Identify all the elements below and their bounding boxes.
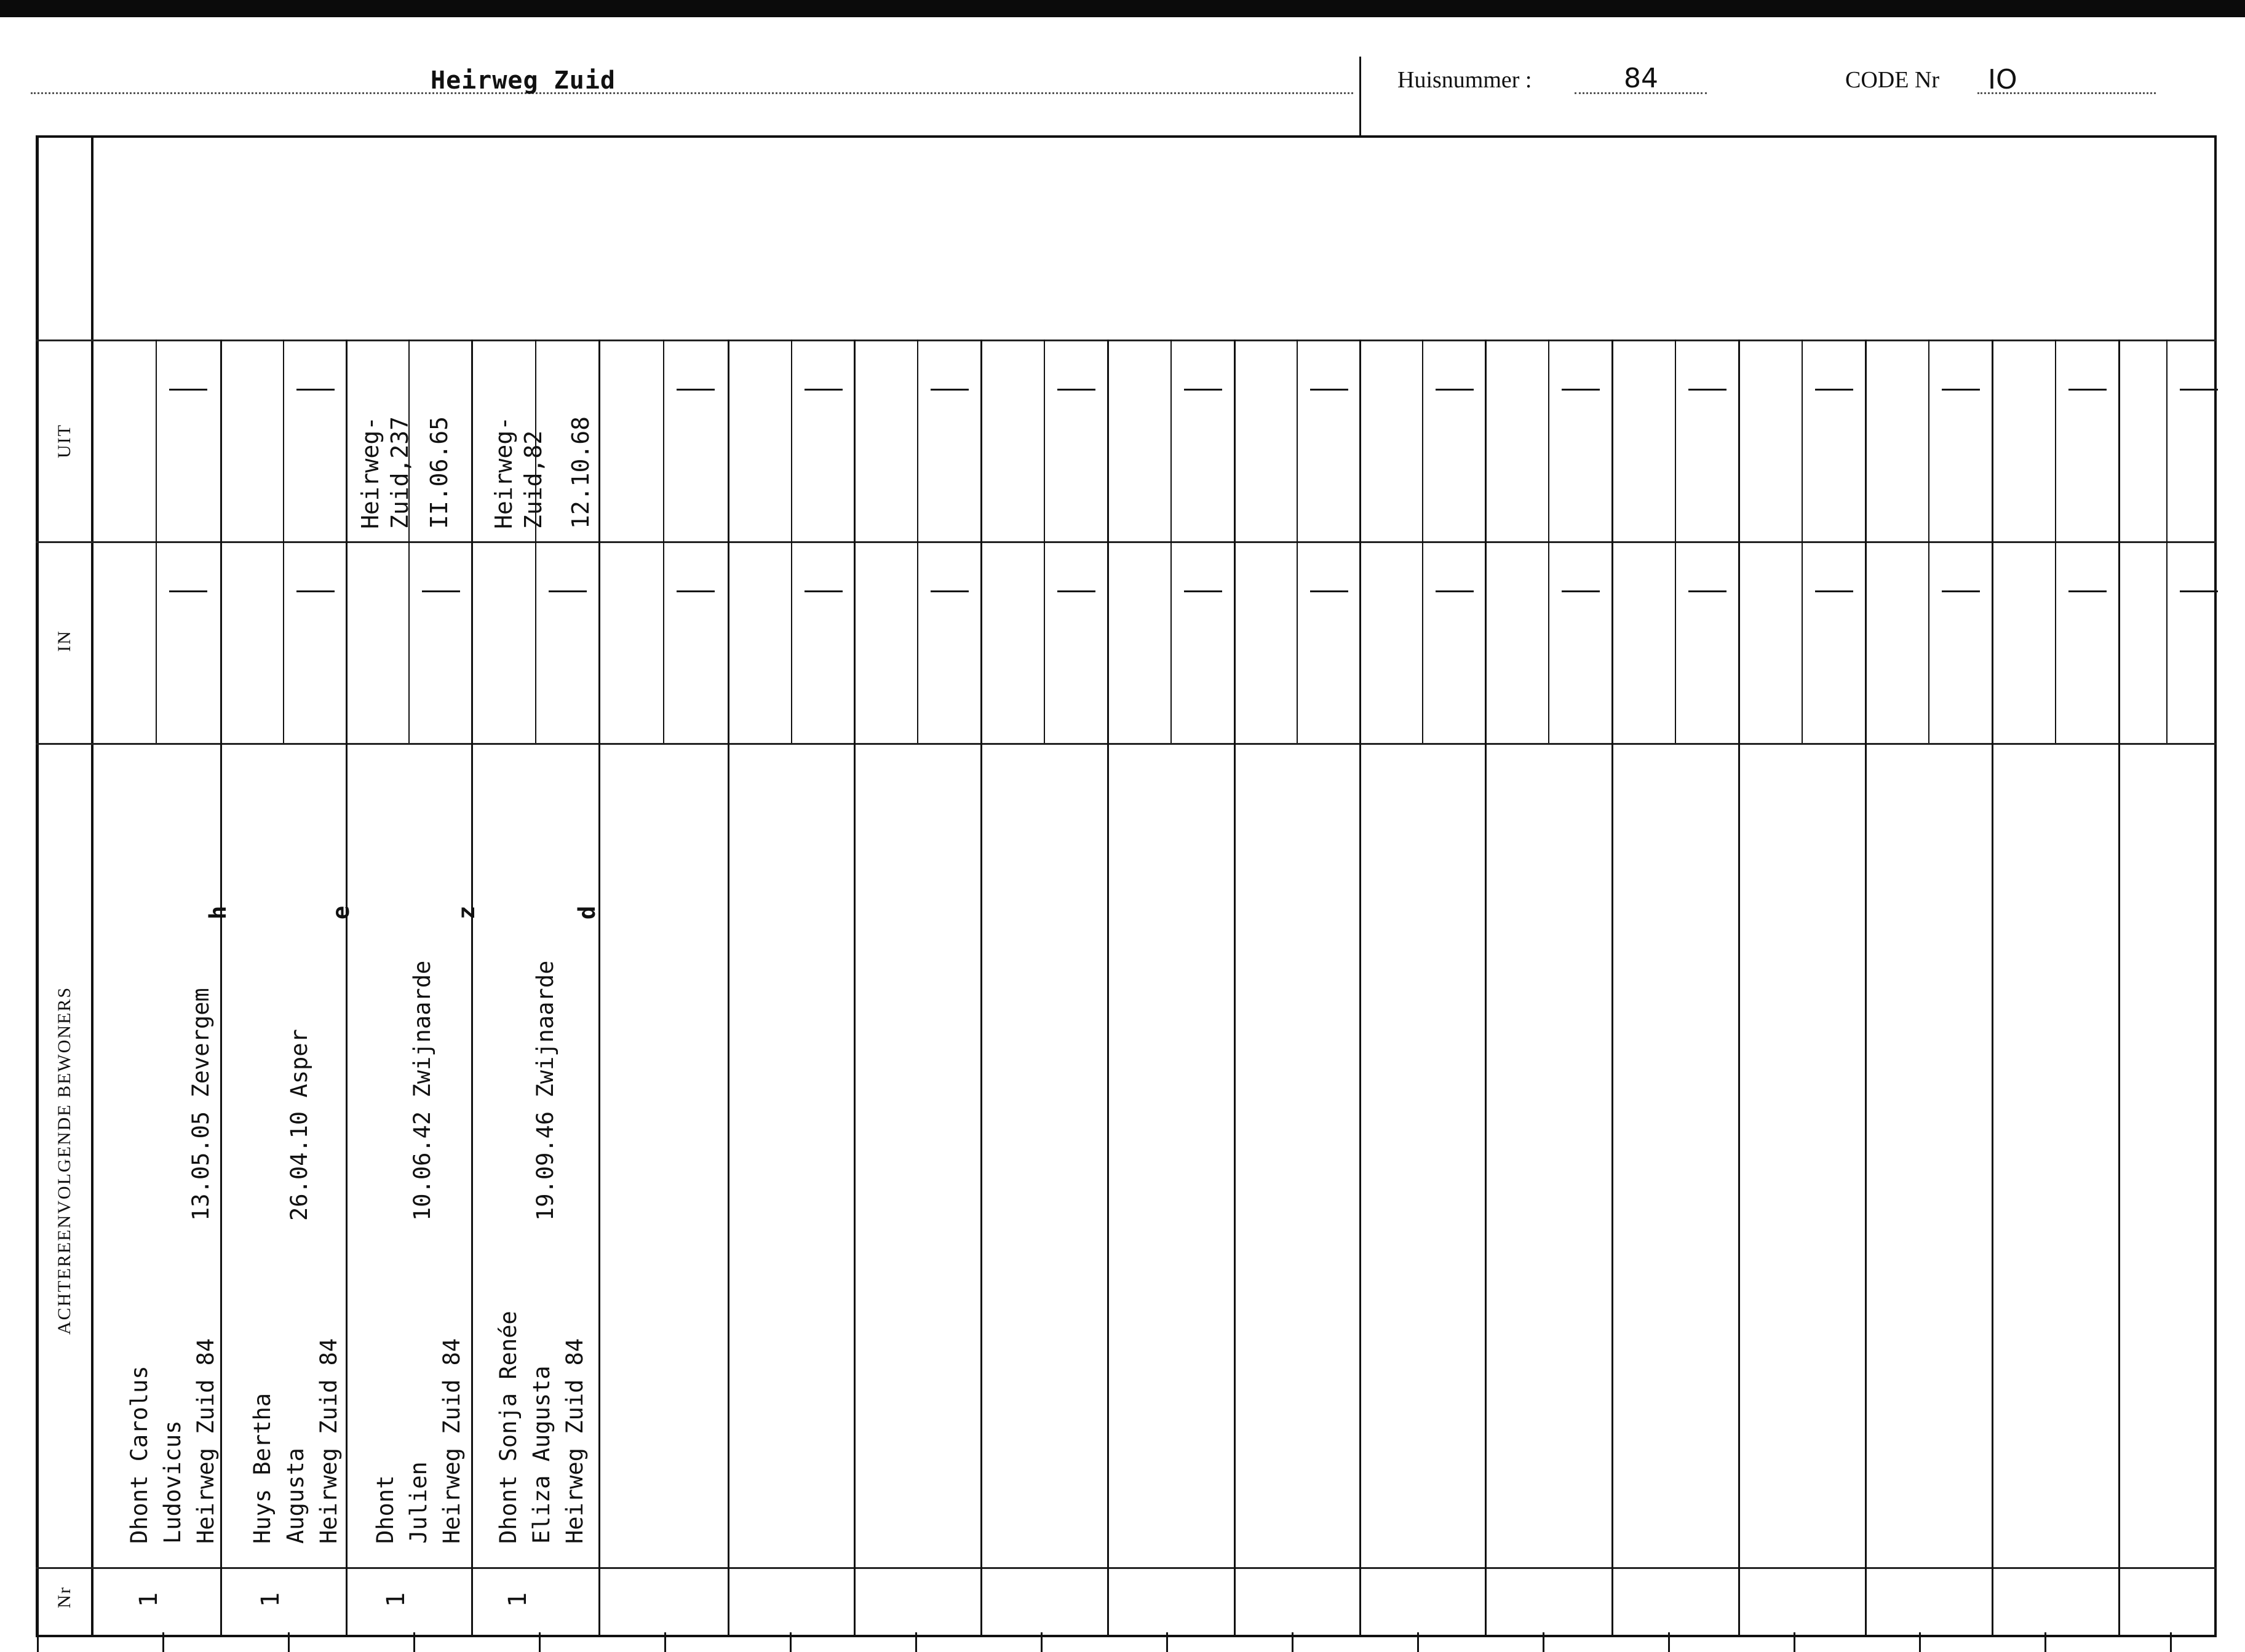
table-border-right	[2214, 135, 2217, 1637]
resident-2-line-3: Heirweg Zuid 84	[316, 1338, 342, 1544]
resident-4-nr: 1	[504, 1592, 533, 1608]
resident-3-line-3: Heirweg Zuid 84	[439, 1338, 465, 1544]
row-divider-uit-top	[36, 340, 2216, 341]
resident-4-line-3: Heirweg Zuid 84	[562, 1338, 588, 1544]
resident-1-nr: 1	[135, 1592, 164, 1608]
huisnummer-label: Huisnummer :	[1397, 67, 1532, 93]
huisnummer-value: 84	[1624, 63, 1658, 94]
sub-column-divider	[1675, 340, 1676, 541]
empty-entry-dash	[1815, 389, 1853, 391]
sub-column-divider	[1044, 541, 1045, 743]
bewoners-section-label: ACHTEREENVOLGENDE BEWONERS	[54, 986, 74, 1335]
empty-entry-dash	[805, 590, 843, 592]
uit-address-4-line-1: Heirweg-	[490, 416, 517, 529]
empty-entry-dash	[1057, 389, 1095, 391]
resident-1-line-1: Dhont Carolus	[126, 1365, 153, 1544]
code-value: IO	[1988, 64, 2017, 95]
empty-entry-dash	[1942, 590, 1980, 592]
bottom-tick-mark	[2044, 1632, 2046, 1652]
street-dotted-line	[31, 92, 1353, 94]
empty-entry-dash	[1562, 389, 1600, 391]
empty-entry-dash	[2068, 389, 2107, 391]
resident-1-letter: h	[205, 905, 231, 919]
empty-entry-dash	[1184, 590, 1222, 592]
empty-entry-dash	[677, 389, 715, 391]
sub-column-divider	[1802, 340, 1803, 541]
resident-block-4	[492, 1311, 592, 1544]
resident-2-letter: e	[328, 905, 354, 919]
empty-entry-dash	[169, 590, 207, 592]
uit-address-3	[356, 416, 415, 529]
bottom-tick-mark	[664, 1632, 666, 1652]
column-divider	[1992, 340, 1993, 1636]
empty-entry-dash	[2068, 590, 2107, 592]
bottom-tick-mark	[1543, 1632, 1544, 1652]
sub-column-divider	[283, 541, 284, 743]
sub-column-divider	[535, 541, 536, 743]
bottom-tick-mark	[915, 1632, 917, 1652]
empty-entry-dash	[1436, 389, 1474, 391]
sub-column-divider	[2055, 340, 2056, 541]
sub-column-divider	[1802, 541, 1803, 743]
row-divider-bewoners-top	[36, 743, 2216, 745]
resident-block-2	[246, 1338, 346, 1544]
sub-column-divider	[1170, 340, 1172, 541]
resident-3-birth: 10.06.42 Zwijnaarde	[409, 960, 435, 1221]
empty-entry-dash	[1688, 389, 1726, 391]
empty-entry-dash	[931, 590, 969, 592]
sub-column-divider	[1675, 541, 1676, 743]
empty-entry-dash	[805, 389, 843, 391]
bottom-tick-mark	[1668, 1632, 1670, 1652]
resident-4-letter: d	[574, 905, 600, 919]
column-divider	[1107, 340, 1109, 1636]
empty-entry-dash	[1184, 389, 1222, 391]
column-divider	[1485, 340, 1487, 1636]
resident-1-line-3: Heirweg Zuid 84	[193, 1338, 219, 1544]
resident-4-line-1: Dhont Sonja Renée	[495, 1311, 522, 1544]
column-divider	[1865, 340, 1867, 1636]
sub-column-divider	[1928, 541, 1929, 743]
resident-3-line-1: Dhont	[372, 1475, 399, 1544]
empty-entry-dash	[1057, 590, 1095, 592]
street-name: Heirweg Zuid	[431, 66, 616, 95]
empty-entry-dash	[1688, 590, 1726, 592]
sub-column-divider	[1548, 541, 1549, 743]
resident-3-nr: 1	[382, 1592, 411, 1608]
table-border-left	[36, 135, 39, 1637]
column-divider	[728, 340, 729, 1636]
empty-entry-dash	[296, 389, 335, 391]
code-label: CODE Nr	[1845, 67, 1940, 93]
column-divider	[1611, 340, 1613, 1636]
uit-address-3-line-1: Heirweg-	[357, 416, 384, 529]
table-border-top	[36, 135, 2216, 138]
header-separator	[1359, 57, 1361, 137]
empty-entry-dash	[677, 590, 715, 592]
bottom-tick-mark	[37, 1632, 39, 1652]
sub-column-divider	[791, 340, 792, 541]
bottom-tick-mark	[539, 1632, 541, 1652]
column-divider	[1738, 340, 1740, 1636]
empty-entry-dash	[1310, 389, 1348, 391]
bottom-tick-mark	[1041, 1632, 1043, 1652]
sub-column-divider	[1928, 340, 1929, 541]
sub-column-divider	[663, 340, 664, 541]
bottom-tick-mark	[1417, 1632, 1419, 1652]
resident-block-3	[369, 1338, 469, 1544]
resident-2-line-2: Augusta	[282, 1448, 309, 1544]
sub-column-divider	[1422, 541, 1423, 743]
label-column-divider	[91, 135, 93, 1636]
sub-column-divider	[408, 541, 410, 743]
uit-date-4: 12.10.68	[567, 416, 594, 529]
resident-1-line-2: Ludovicus	[159, 1420, 186, 1544]
sub-column-divider	[156, 340, 157, 541]
column-divider	[598, 340, 600, 1636]
uit-address-4-line-2: Zuid,82	[520, 430, 547, 529]
empty-entry-dash	[169, 389, 207, 391]
resident-4-line-2: Eliza Augusta	[528, 1365, 555, 1544]
resident-3-line-2: Julien	[405, 1461, 432, 1544]
column-divider	[854, 340, 856, 1636]
resident-2-birth: 26.04.10 Asper	[286, 1029, 312, 1221]
empty-entry-dash	[1436, 590, 1474, 592]
sub-column-divider	[1170, 541, 1172, 743]
sub-column-divider	[156, 541, 157, 743]
resident-2-nr: 1	[256, 1592, 285, 1608]
empty-entry-dash	[1310, 590, 1348, 592]
sub-column-divider	[1297, 340, 1298, 541]
bottom-tick-mark	[1292, 1632, 1293, 1652]
in-section-label: IN	[54, 630, 74, 652]
bottom-tick-mark	[1919, 1632, 1921, 1652]
bottom-tick-mark	[162, 1632, 164, 1652]
sub-column-divider	[917, 340, 918, 541]
column-divider	[346, 340, 348, 1636]
resident-3-letter: z	[453, 905, 480, 919]
column-divider	[471, 340, 473, 1636]
empty-entry-dash	[2180, 389, 2218, 391]
sub-column-divider	[283, 340, 284, 541]
sub-column-divider	[1297, 541, 1298, 743]
sub-column-divider	[1548, 340, 1549, 541]
sub-column-divider	[2166, 340, 2168, 541]
sub-column-divider	[2055, 541, 2056, 743]
row-divider-in-top	[36, 541, 2216, 543]
bottom-tick-mark	[1166, 1632, 1168, 1652]
empty-entry-dash	[1562, 590, 1600, 592]
resident-1-birth: 13.05.05 Zevergem	[188, 988, 214, 1221]
resident-4-birth: 19.09.46 Zwijnaarde	[532, 960, 558, 1221]
table-border-bottom	[36, 1635, 2217, 1637]
empty-entry-dash	[422, 590, 460, 592]
scan-top-border	[0, 0, 2245, 17]
column-divider	[2118, 340, 2120, 1636]
sub-column-divider	[1044, 340, 1045, 541]
sub-column-divider	[663, 541, 664, 743]
row-divider-nr-top	[36, 1567, 2216, 1569]
column-divider	[1234, 340, 1236, 1636]
nr-section-label: Nr	[54, 1586, 74, 1608]
uit-date-3: II.06.65	[426, 416, 453, 529]
column-divider	[980, 340, 982, 1636]
sub-column-divider	[917, 541, 918, 743]
empty-entry-dash	[549, 590, 587, 592]
empty-entry-dash	[296, 590, 335, 592]
empty-entry-dash	[1942, 389, 1980, 391]
bottom-tick-mark	[2170, 1632, 2172, 1652]
empty-entry-dash	[931, 389, 969, 391]
uit-section-label: UIT	[54, 424, 74, 458]
bottom-tick-mark	[413, 1632, 415, 1652]
sub-column-divider	[1422, 340, 1423, 541]
resident-2-line-1: Huys Bertha	[249, 1392, 276, 1544]
resident-block-1	[123, 1338, 223, 1544]
uit-address-4	[489, 416, 548, 529]
bottom-tick-mark	[288, 1632, 290, 1652]
bottom-tick-mark	[1794, 1632, 1795, 1652]
bottom-tick-mark	[790, 1632, 792, 1652]
sub-column-divider	[2166, 541, 2168, 743]
empty-entry-dash	[1815, 590, 1853, 592]
empty-entry-dash	[2180, 590, 2218, 592]
uit-address-3-line-2: Zuid,237	[386, 416, 413, 529]
column-divider	[1359, 340, 1361, 1636]
sub-column-divider	[791, 541, 792, 743]
